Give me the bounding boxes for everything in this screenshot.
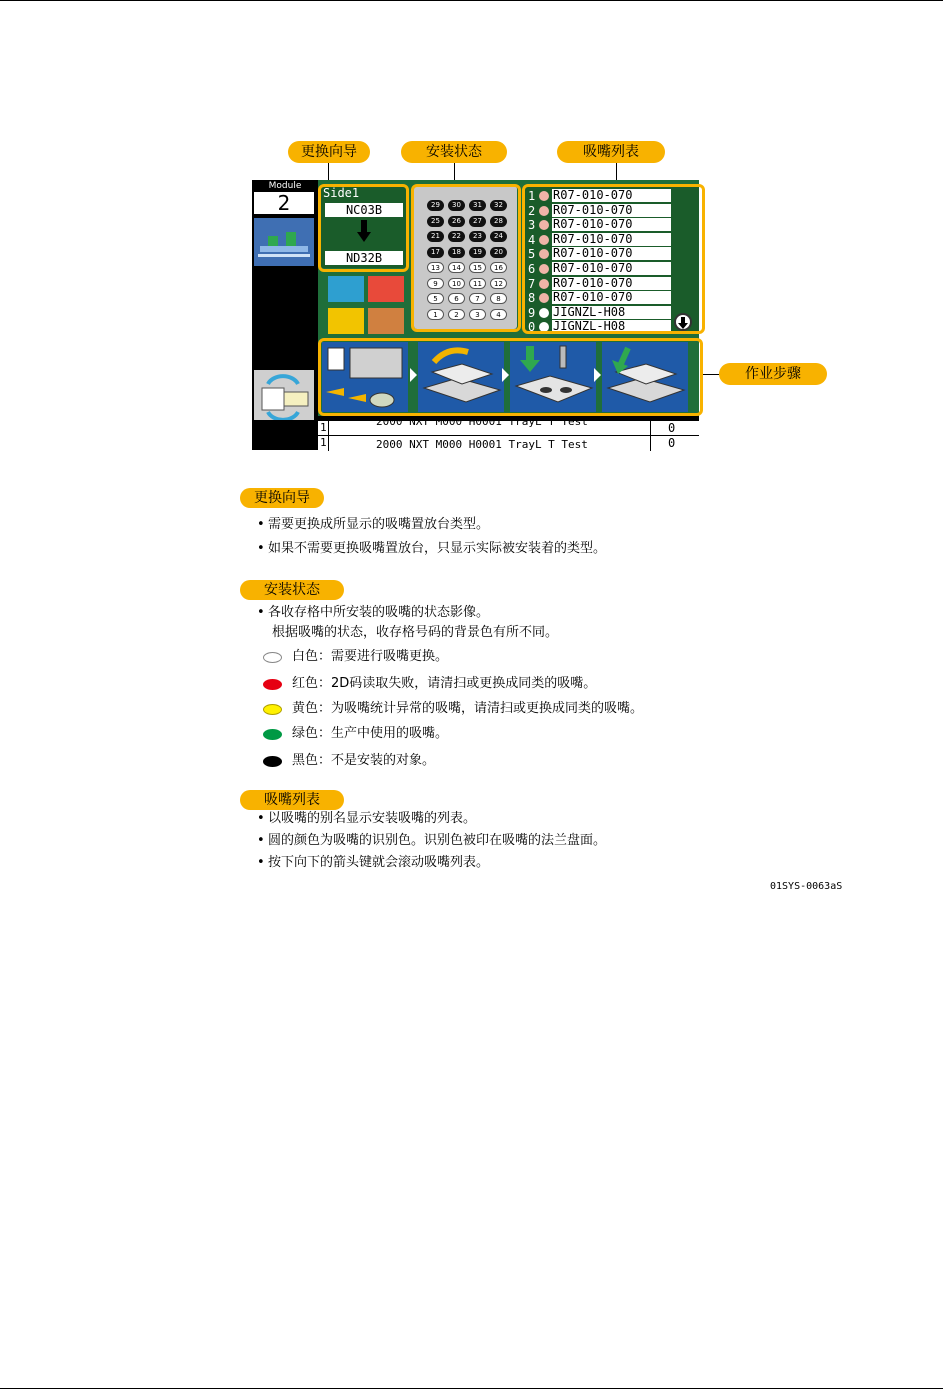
slot-4: 4 xyxy=(490,309,507,320)
slot-26: 26 xyxy=(448,216,465,227)
guide-bullet-2: • 如果不需要更换吸嘴置放台，只显示实际被安装着的类型。 xyxy=(268,540,606,558)
nozzle-name: R07-010-070 xyxy=(552,262,671,276)
list-bullet-1: • 以吸嘴的别名显示安装吸嘴的列表。 xyxy=(268,810,476,828)
slot-27: 27 xyxy=(469,216,486,227)
callout-steps: 作业步骤 xyxy=(719,363,827,385)
slot-30: 30 xyxy=(448,200,465,211)
nozzle-name: R07-010-070 xyxy=(552,247,671,261)
slot-14: 14 xyxy=(448,262,465,273)
nozzle-number: 2 xyxy=(528,203,536,218)
status-sub: 根据吸嘴的状态，收存格号码的背景色有所不同。 xyxy=(272,625,559,640)
slot-6: 6 xyxy=(448,293,465,304)
nozzle-holder-icon[interactable] xyxy=(328,276,364,302)
bottom-rule xyxy=(0,1388,943,1389)
legend-swatch xyxy=(263,729,282,740)
slot-9: 9 xyxy=(427,278,444,289)
module-label: Module xyxy=(268,181,302,191)
bottom-row-2-value: 0 xyxy=(668,436,676,450)
legend-text: 黑色：不是安装的对象。 xyxy=(292,753,436,768)
legend-swatch xyxy=(263,679,282,690)
slot-8: 8 xyxy=(490,293,507,304)
slot-19: 19 xyxy=(469,247,486,258)
legend-swatch xyxy=(263,652,282,663)
status-bullet: • 各收存格中所安装的吸嘴的状态影像。 xyxy=(268,604,489,622)
rotate-button[interactable] xyxy=(254,370,314,420)
nozzle-name: R07-010-070 xyxy=(552,189,671,203)
section-guide-title: 更换向导 xyxy=(240,488,324,508)
slot-2: 2 xyxy=(448,309,465,320)
section-status-title: 安装状态 xyxy=(240,580,344,600)
legend-swatch xyxy=(263,756,282,767)
nozzle-number: 8 xyxy=(528,291,536,306)
slot-5: 5 xyxy=(427,293,444,304)
tool-icons xyxy=(326,272,408,336)
list-bullet-3: • 按下向下的箭头键就会滚动吸嘴列表。 xyxy=(268,854,489,872)
slot-13: 13 xyxy=(427,262,444,273)
bottom-row-2 xyxy=(318,436,699,450)
nozzle-name: R07-010-070 xyxy=(552,277,671,291)
nozzle-number: 7 xyxy=(528,276,536,291)
slot-1: 1 xyxy=(427,309,444,320)
bottom-row-1-idx: 1 xyxy=(320,421,327,434)
slot-3: 3 xyxy=(469,309,486,320)
nozzle-name: R07-010-070 xyxy=(552,218,671,232)
guide-bullet-1: • 需要更换成所显示的吸嘴置放台类型。 xyxy=(268,516,489,534)
bottom-row-2-text: 2000 NXT M000 H0001 TrayL T Test xyxy=(376,438,588,451)
module-image[interactable] xyxy=(254,218,314,266)
nozzle-number: 9 xyxy=(528,305,536,320)
slot-29: 29 xyxy=(427,200,444,211)
slot-31: 31 xyxy=(469,200,486,211)
slot-23: 23 xyxy=(469,231,486,242)
slot-21: 21 xyxy=(427,231,444,242)
bottom-row-2-idx: 1 xyxy=(320,436,327,449)
slot-28: 28 xyxy=(490,216,507,227)
module-panel xyxy=(252,180,318,450)
nozzle-number: 3 xyxy=(528,218,536,233)
slot-10: 10 xyxy=(448,278,465,289)
nozzle-name: R07-010-070 xyxy=(552,291,671,305)
nozzle-number: 0 xyxy=(528,320,536,335)
nozzle-number: 4 xyxy=(528,232,536,247)
nozzle-name: R07-010-070 xyxy=(552,233,671,247)
bottom-row-1-text: 2000 NXT M000 H0001 TrayL T Test xyxy=(376,415,588,428)
slot-32: 32 xyxy=(490,200,507,211)
nozzle-name: JIGNZL-H08 xyxy=(552,306,671,320)
callout-status: 安装状态 xyxy=(401,141,507,163)
leader-steps xyxy=(702,374,719,375)
bottom-divider-2 xyxy=(650,421,651,451)
slot-20: 20 xyxy=(490,247,507,258)
bottom-divider-1 xyxy=(328,421,329,451)
from-station: NC03B xyxy=(325,203,403,217)
figure-code: 01SYS-0063aS xyxy=(770,881,843,892)
tool-icon[interactable] xyxy=(328,308,364,334)
legend-text: 黄色：为吸嘴统计异常的吸嘴，请清扫或更换成同类的吸嘴。 xyxy=(292,701,644,716)
slot-15: 15 xyxy=(469,262,486,273)
slot-22: 22 xyxy=(448,231,465,242)
rotate-arrows-icon xyxy=(254,370,314,420)
side-label: Side1 xyxy=(323,186,360,200)
callout-nozzle-list: 吸嘴列表 xyxy=(557,141,665,163)
list-highlight xyxy=(522,184,705,334)
list-bullet-2: • 圆的颜色为吸嘴的识别色。识别色被印在吸嘴的法兰盘面。 xyxy=(268,832,606,850)
nozzle-number: 6 xyxy=(528,262,536,276)
cube-icon[interactable] xyxy=(368,308,404,334)
nozzle-name: JIGNZL-H08 xyxy=(552,320,671,334)
callout-guide: 更换向导 xyxy=(288,141,370,163)
to-station: ND32B xyxy=(325,251,403,265)
bottom-row-1 xyxy=(318,415,699,436)
legend-text: 红色：2D码读取失败，请清扫或更换成同类的吸嘴。 xyxy=(292,676,597,691)
slot-12: 12 xyxy=(490,278,507,289)
slot-25: 25 xyxy=(427,216,444,227)
legend-text: 白色：需要进行吸嘴更换。 xyxy=(292,649,449,664)
legend-text: 绿色：生产中使用的吸嘴。 xyxy=(292,726,449,741)
nozzle-number: 1 xyxy=(528,189,536,203)
search-nozzle-icon[interactable] xyxy=(368,276,404,302)
steps-highlight xyxy=(318,338,703,416)
bottom-row-1-value: 0 xyxy=(668,421,676,435)
machine-icon xyxy=(254,218,314,266)
slot-16: 16 xyxy=(490,262,507,273)
section-list-title: 吸嘴列表 xyxy=(240,790,344,810)
module-number: 2 xyxy=(254,192,314,214)
top-rule xyxy=(0,0,943,1)
slot-17: 17 xyxy=(427,247,444,258)
guide-highlight xyxy=(318,184,409,272)
bottom-table xyxy=(318,415,699,451)
slot-7: 7 xyxy=(469,293,486,304)
legend-swatch xyxy=(263,704,282,715)
nozzle-number: 5 xyxy=(528,247,536,262)
slot-18: 18 xyxy=(448,247,465,258)
slot-24: 24 xyxy=(490,231,507,242)
slot-11: 11 xyxy=(469,278,486,289)
nozzle-name: R07-010-070 xyxy=(552,204,671,218)
